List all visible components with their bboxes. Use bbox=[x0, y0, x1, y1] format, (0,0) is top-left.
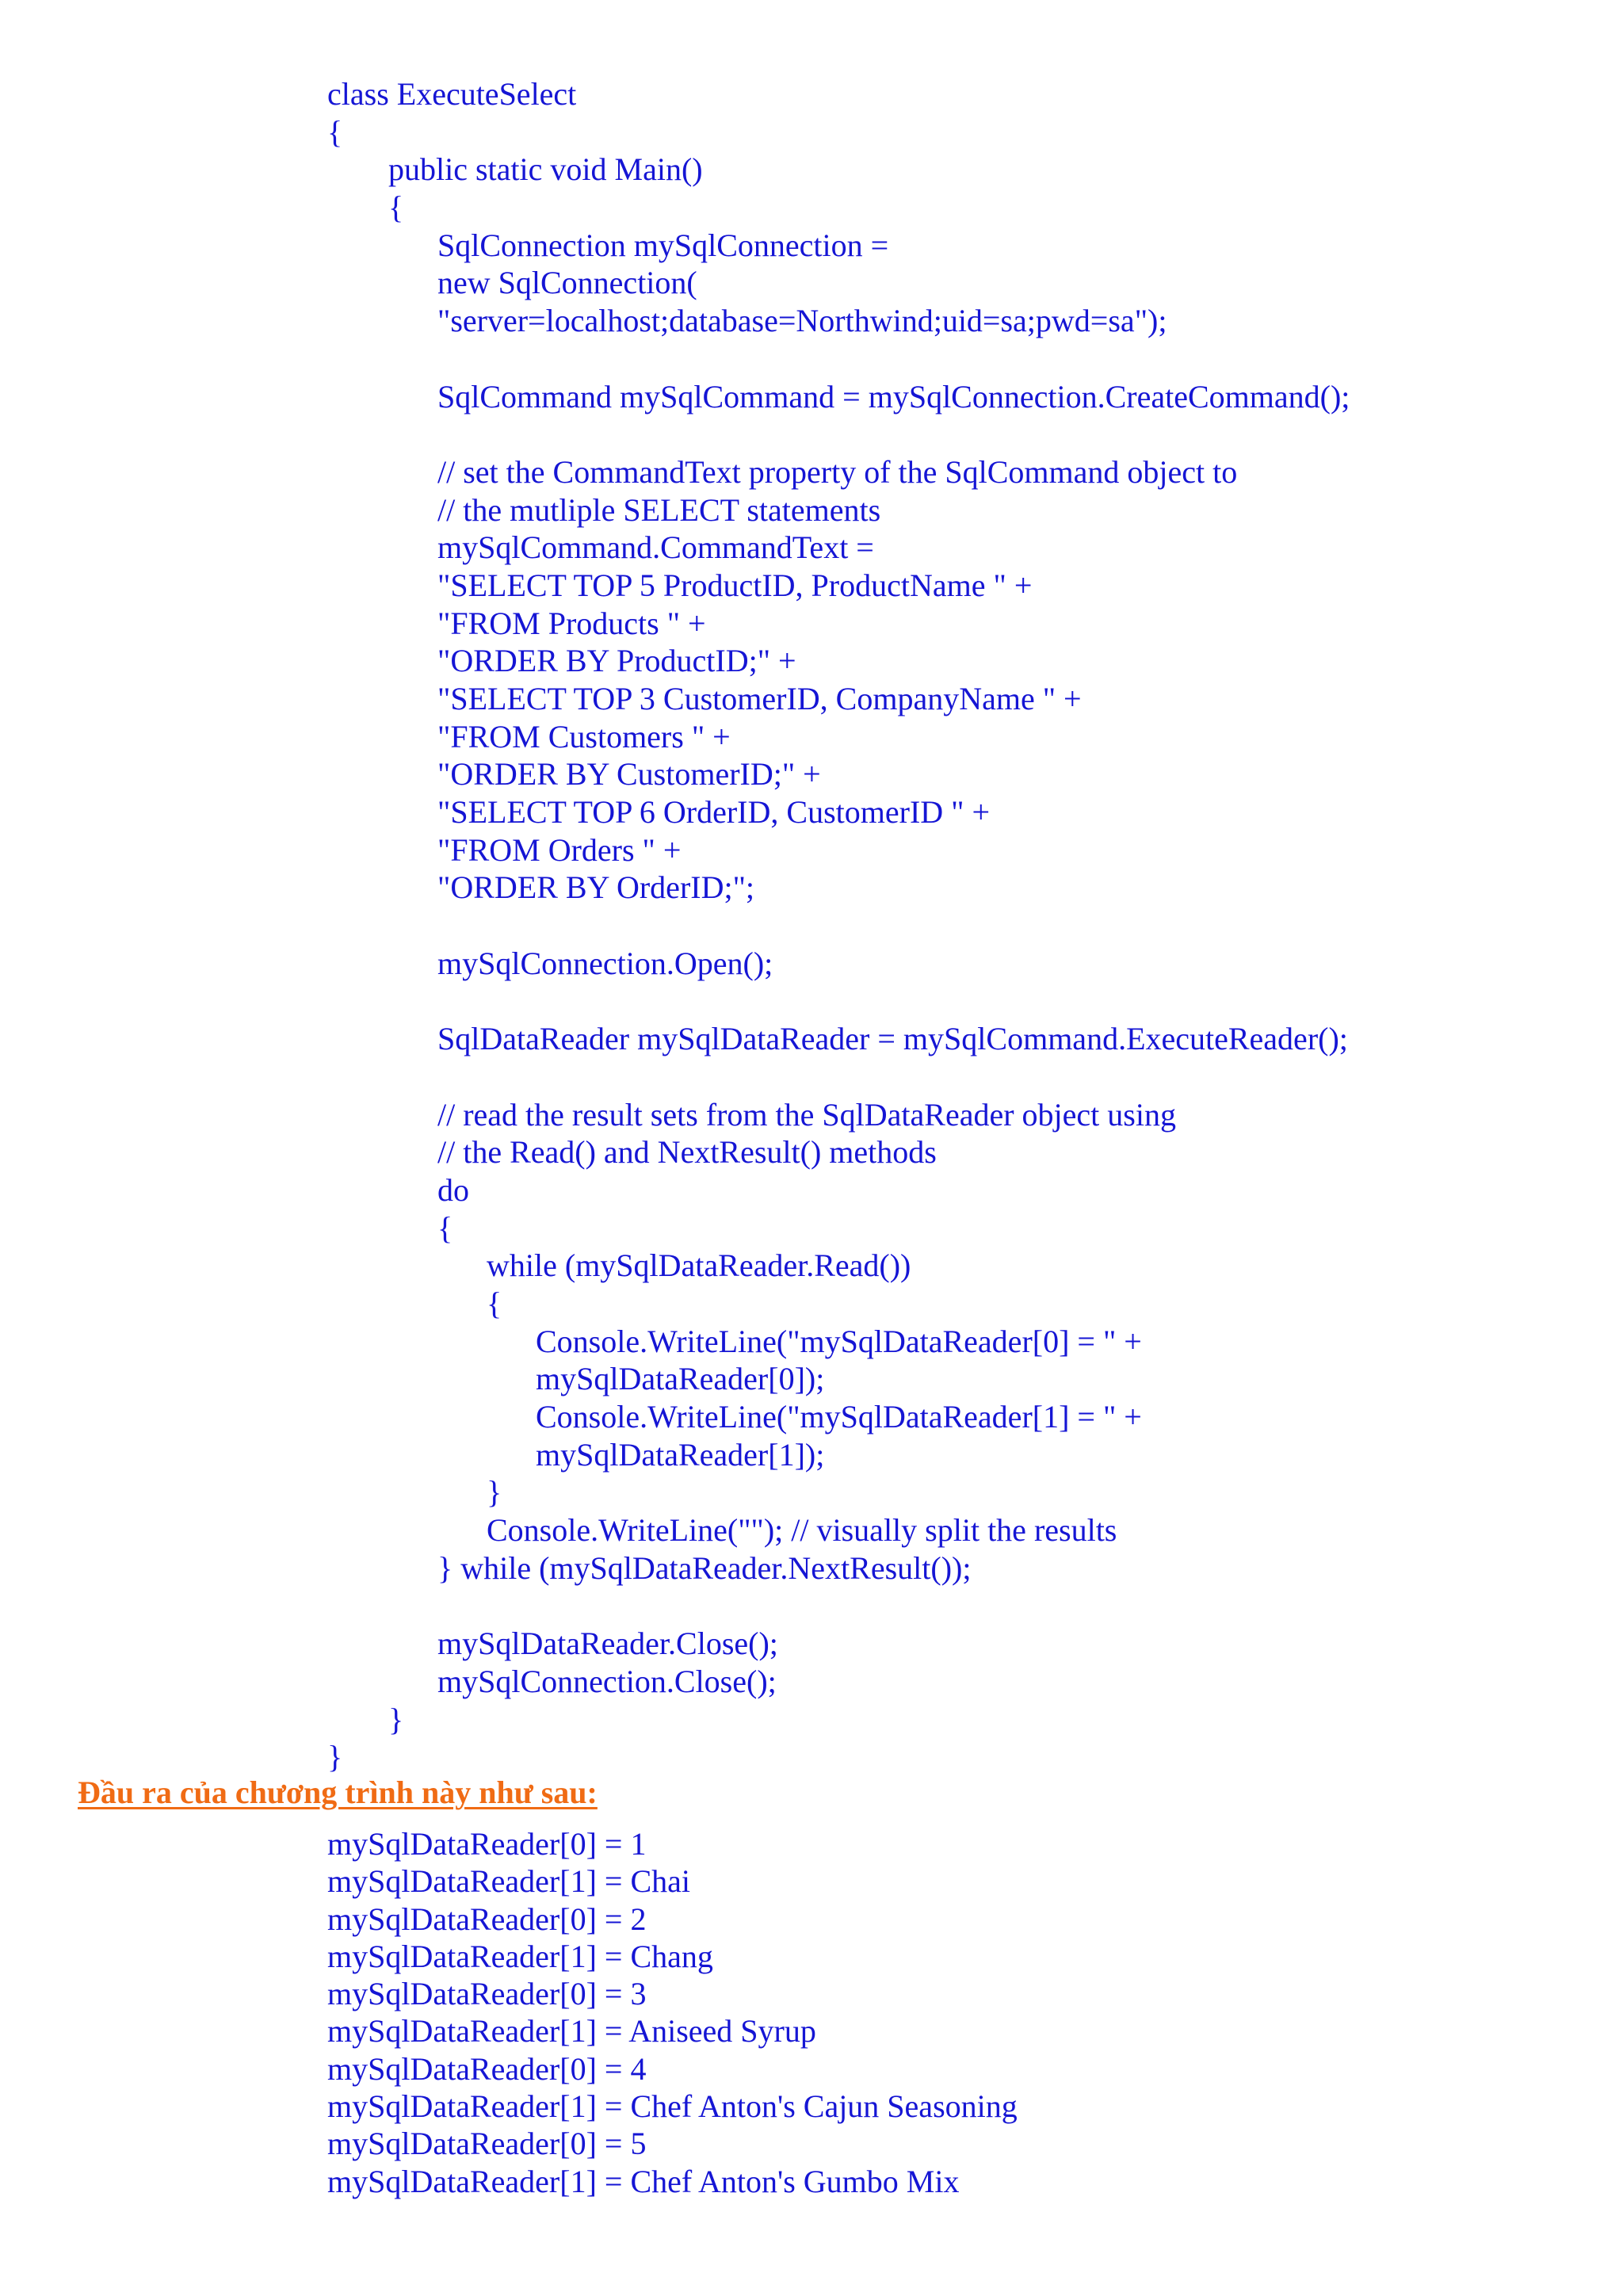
code-line: mySqlConnection.Open(); bbox=[437, 945, 773, 981]
output-line: mySqlDataReader[1] = Aniseed Syrup bbox=[327, 2013, 816, 2050]
output-line: mySqlDataReader[0] = 1 bbox=[327, 1826, 647, 1862]
code-line bbox=[0, 983, 1623, 1021]
code-line: // the Read() and NextResult() methods bbox=[437, 1134, 937, 1171]
code-line: SqlCommand mySqlCommand = mySqlConnection.CreateCommand(); bbox=[437, 378, 1350, 415]
code-line: } bbox=[487, 1474, 502, 1511]
code-line: // set the CommandText property of the SqlCommand object to bbox=[437, 453, 1238, 490]
code-line: { bbox=[487, 1286, 502, 1321]
code-line: class ExecuteSelect bbox=[327, 76, 577, 112]
output-line: mySqlDataReader[1] = Chef Anton's Gumbo Mix bbox=[327, 2163, 960, 2199]
code-line: "SELECT TOP 5 ProductID, ProductName " + bbox=[437, 567, 1033, 603]
code-line: mySqlDataReader[0]); bbox=[536, 1361, 825, 1397]
code-line: "FROM Orders " + bbox=[437, 831, 682, 868]
code-line: "ORDER BY ProductID;" + bbox=[437, 643, 796, 679]
code-line: } bbox=[388, 1701, 404, 1737]
code-line: public static void Main() bbox=[388, 151, 703, 188]
code-line: { bbox=[437, 1209, 453, 1246]
code-line: while (mySqlDataReader.Read()) bbox=[487, 1247, 911, 1284]
code-line bbox=[0, 340, 1623, 378]
code-line: mySqlDataReader[1]); bbox=[536, 1436, 825, 1473]
code-line: } bbox=[327, 1739, 343, 1775]
output-line: mySqlDataReader[1] = Chai bbox=[327, 1863, 690, 1900]
code-line: } while (mySqlDataReader.NextResult()); bbox=[437, 1549, 972, 1586]
code-line: "SELECT TOP 6 OrderID, CustomerID " + bbox=[437, 794, 991, 831]
code-line: Console.WriteLine("mySqlDataReader[0] = " + bbox=[536, 1323, 1142, 1359]
code-line: "SELECT TOP 3 CustomerID, CompanyName " + bbox=[437, 681, 1082, 716]
code-line: SqlDataReader mySqlDataReader = mySqlCommand.ExecuteReader(); bbox=[437, 1021, 1348, 1057]
code-line: Console.WriteLine("mySqlDataReader[1] = " + bbox=[536, 1399, 1142, 1435]
output-line: mySqlDataReader[0] = 4 bbox=[327, 2050, 647, 2087]
output-line: mySqlDataReader[0] = 3 bbox=[327, 1976, 647, 2012]
code-line: new SqlConnection( bbox=[437, 265, 697, 301]
code-line: "server=localhost;database=Northwind;uid=sa;pwd=sa"); bbox=[437, 303, 1167, 339]
code-line: // the mutliple SELECT statements bbox=[437, 491, 881, 528]
output-line: mySqlDataReader[0] = 2 bbox=[327, 1901, 647, 1937]
code-line: "FROM Customers " + bbox=[437, 718, 731, 755]
code-line: // read the result sets from the SqlDataReader object using bbox=[437, 1096, 1176, 1133]
code-line: do bbox=[437, 1171, 469, 1208]
output-line: mySqlDataReader[1] = Chef Anton's Cajun Seasoning bbox=[327, 2088, 1018, 2125]
code-line: "FROM Products " + bbox=[437, 605, 706, 641]
code-line: "ORDER BY CustomerID;" + bbox=[437, 756, 821, 793]
code-line: { bbox=[327, 113, 343, 150]
code-line: mySqlCommand.CommandText = bbox=[437, 529, 874, 566]
output-line: mySqlDataReader[1] = Chang bbox=[327, 1938, 713, 1974]
code-line: "ORDER BY OrderID;"; bbox=[437, 869, 755, 906]
code-line bbox=[0, 1058, 1623, 1096]
program-output bbox=[327, 1825, 1018, 2200]
code-line bbox=[0, 907, 1623, 945]
code-line: { bbox=[388, 189, 404, 226]
code-line: mySqlConnection.Close(); bbox=[437, 1663, 777, 1699]
code-line bbox=[0, 415, 1623, 453]
code-line bbox=[0, 1587, 1623, 1626]
code-line: Console.WriteLine(""); // visually split the results bbox=[487, 1512, 1117, 1549]
code-line: mySqlDataReader.Close(); bbox=[437, 1626, 778, 1662]
output-line: mySqlDataReader[0] = 5 bbox=[327, 2126, 647, 2162]
code-listing bbox=[0, 75, 1623, 1776]
code-line: SqlConnection mySqlConnection = bbox=[437, 227, 889, 263]
output-heading: Đầu ra của chương trình này như sau: bbox=[78, 1775, 598, 1810]
